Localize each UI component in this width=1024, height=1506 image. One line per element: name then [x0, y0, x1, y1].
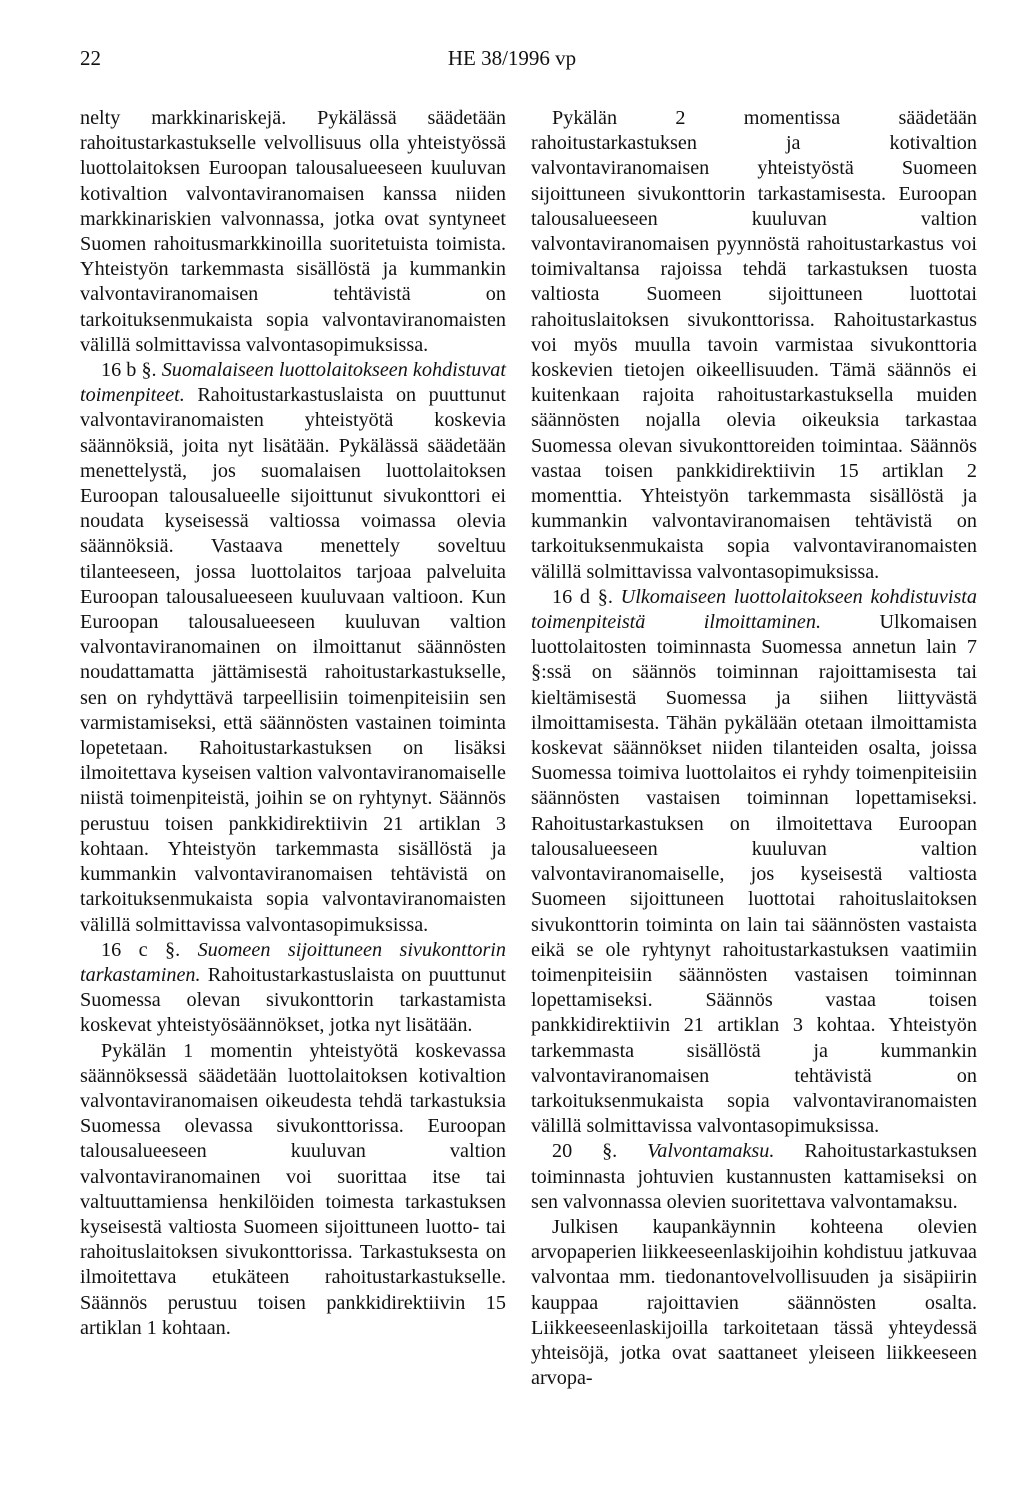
section-heading: Suomeen sijoittuneen sivukonttorin tarkastaminen.	[80, 938, 507, 986]
running-head: HE 38/1996 vp	[447, 46, 577, 70]
section-number: 16 d §.	[552, 585, 613, 608]
section-number: 16 c §.	[101, 938, 181, 961]
section-body: Rahoitustarkastuslaista on puuttunut valvontaviranomaisten yhteistyötä koskevia säännöksiä, joita nyt lisätään. Pykälässä säädetään menettelystä, jos suomalaisen luottolaitoksen Euroopan talousalueelle sijoittunut sivukonttori ei noudata kyseisessä valtiossa voimassa olevia säännöksiä. Vastaava menettely soveltuu tilanteeseen, jossa luottolaitos tarjoaa palveluita Euroopan talousalueeseen kuuluvaan valtioon. Kun Euroopan talousalueeseen kuuluvan valtion valvontaviranomainen on ilmoittanut säännösten noudattamatta jättämisestä rahoitustarkastukselle, sen on ryhdyttävä tarpeellisiin toimenpiteisiin sen varmistamiseksi, että säännösten vastainen toiminta lopetetaan. Rahoitustarkastuksen on lisäksi ilmoitettava kyseisen valtion valvontaviranomaiselle niistä toimenpiteistä, joihin se on ryhtynyt. Säännös perustuu toisen pankkidirektiivin 21 artiklan 3 kohtaan. Yhteistyön tarkemmasta sisällöstä ja kummankin valvontaviranomaisen tehtävistä on tarkoituksenmukaista sopia valvontaviranomaisten välillä solmittavissa valvontasopimuksissa.	[80, 384, 506, 936]
section-body: Ulkomaisen luottolaitosten toiminnasta Suomessa annetun lain 7 §:ssä on säännös toiminnan rajoittamisesta tai kieltämisestä Suomessa ja siihen liittyvästä ilmoittamisesta. Tähän pykälään otetaan ilmoittamista koskevat säännökset niiden tilanteiden osalta, joissa Suomessa toimiva luottolaitos ei ryhdy toimenpiteisiin säännösten vastaisen toiminnan lopettamiseksi. Rahoitustarkastuksen on ilmoitettava Euroopan talousalueeseen kuuluvan valtion valvontaviranomaiselle, jos kyseisestä valtiosta Suomeen sijoittuneen luottotai rahoituslaitoksen sivukonttorin toiminta on lain tai säännösten vastaista eikä se ole ryhtynyt rahoitustarkastuksen vaatimiin toimenpiteisiin säännösten vastaisen toiminnan lopettamiseksi. Säännös vastaa toisen pankkidirektiivin 21 artiklan 3 kohtaa. Yhteistyön tarkemmasta sisällöstä ja kummankin valvontaviranomaisen tehtävistä on tarkoituksenmukaista sopia valvontaviranomaisten välillä solmittavissa valvontasopimuksissa.	[531, 611, 978, 1138]
paragraph	[531, 1139, 977, 1215]
paragraph: Pykälän 2 momentissa säädetään rahoitustarkastuksen ja kotivaltion valvontaviranomaisen yhteistyöstä Suomeen sijoittuneen sivukonttorin tarkastamisesta. Euroopan talousalueeseen kuuluvan valtion valvontaviranomaisen pyynnöstä rahoitustarkastus voi toimivaltansa rajoissa tehdä tarkastuksen tuosta valtiosta Suomeen sijoittuneen luottotai rahoituslaitoksen sivukonttorissa. Rahoitustarkastus voi myös muulla tavoin varmistaa sivukonttoria koskevien tietojen oikeellisuuden. Tämä säännös ei kuitenkaan rajoita rahoitustarkastuksella muiden säännösten nojalla olevia oikeuksia tarkastaa Suomessa olevan sivukonttoreiden toimintaa. Säännös vastaa toisen pankkidirektiivin 15 artiklan 2 momenttia. Yhteistyön tarkemmasta sisällöstä ja kummankin valvontaviranomaisen tehtävistä on tarkoituksenmukaista sopia valvontaviranomaisten välillä solmittavissa valvontasopimuksissa.	[531, 107, 977, 583]
page-number: 22	[80, 46, 101, 70]
right-column	[531, 106, 977, 1391]
section-number: 20 §.	[552, 1140, 618, 1163]
left-column	[80, 106, 506, 1341]
section-heading: Suomalaiseen luottolaitokseen kohdistuvat toimenpiteet.	[80, 359, 507, 407]
section-body: Rahoitustarkastuksen toiminnasta johtuvien kustannusten kattamiseksi on sen valvonnassa olevien suoritettava valvontamaksu.	[531, 1140, 978, 1213]
section-heading: Valvontamaksu.	[647, 1140, 775, 1163]
paragraph	[531, 585, 977, 1139]
paragraph: Julkisen kaupankäynnin kohteena olevien arvopaperien liikkeeseenlaskijoihin kohdistuu jatkuvaa valvontaa mm. tiedonantovelvollisuuden ja sisäpiirin kauppaa rajoittavien säännösten osalta. Liikkeeseenlaskijoilla tarkoitetaan tässä yhteydessä yhteisöjä, jotka ovat saattaneet yleiseen liikkeeseen arvopa-	[531, 1215, 977, 1390]
paragraph	[80, 358, 506, 938]
paragraph	[80, 938, 506, 1039]
paragraph: nelty markkinariskejä. Pykälässä säädetään rahoitustarkastukselle velvollisuus olla yhteistyössä luottolaitoksen Euroopan talousalueeseen kuuluvan kotivaltion valvontaviranomaisen kanssa niiden markkinariskien valvonnassa, jotka ovat syntyneet Suomen rahoitusmarkkinoilla suoritetuista toimista. Yhteistyön tarkemmasta sisällöstä ja kummankin valvontaviranomaisen tehtävistä on tarkoituksenmukaista sopia valvontaviranomaisten välillä solmittavissa valvontasopimuksissa.	[80, 107, 506, 356]
section-number: 16 b §.	[101, 359, 157, 382]
paragraph: Pykälän 1 momentin yhteistyötä koskevassa säännöksessä säädetään luottolaitoksen kotivaltion valvontaviranomaisen oikeudesta tehdä tarkastuksia Suomessa olevassa sivukonttorissa. Euroopan talousalueeseen kuuluvan valtion valvontaviranomainen voi suorittaa itse tai valtuuttamiensa henkilöiden toimesta tarkastuksen kyseisestä valtiosta Suomeen sijoittuneen luotto- tai rahoituslaitoksen sivukonttorissa. Tarkastuksesta on ilmoitettava etukäteen rahoitustarkastukselle. Säännös perustuu toisen pankkidirektiivin 15 artiklan 1 kohtaan.	[80, 1039, 506, 1339]
section-heading: Ulkomaiseen luottolaitokseen kohdistuvista toimenpiteistä ilmoittaminen.	[531, 585, 978, 634]
section-body: Rahoitustarkastuslaista on puuttunut Suomessa olevan sivukonttorin tarkastamista koskevat yhteistyösäännökset, jotka nyt lisätään.	[80, 963, 506, 1037]
